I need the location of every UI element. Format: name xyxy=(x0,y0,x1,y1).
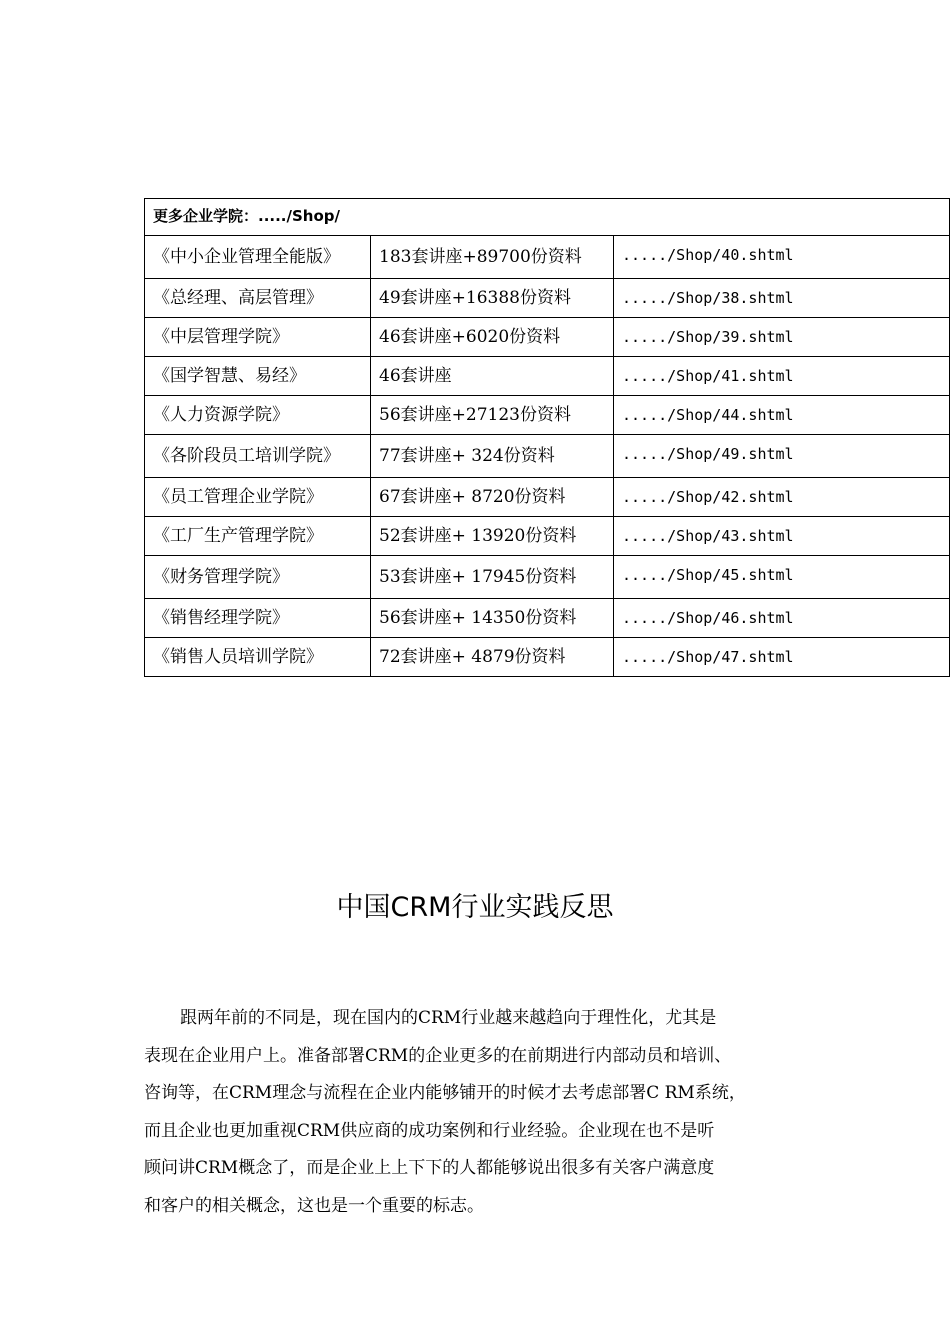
academy-content-cell: 72套讲座+ 4879份资料 xyxy=(371,638,614,677)
table-row xyxy=(145,478,950,517)
table-body xyxy=(145,199,950,677)
academy-link-cell[interactable]: ...../Shop/47.shtml xyxy=(614,638,950,677)
article-line: 顾问讲CRM概念了，而是企业上上下下的人都能够说出很多有关客户满意度 xyxy=(144,1158,715,1178)
table-row xyxy=(145,599,950,638)
academy-content-cell: 67套讲座+ 8720份资料 xyxy=(371,478,614,517)
academy-link-cell[interactable]: ...../Shop/42.shtml xyxy=(614,478,950,517)
academy-link-cell[interactable]: ...../Shop/44.shtml xyxy=(614,396,950,435)
academy-content-cell: 77套讲座+ 324份资料 xyxy=(371,435,614,478)
academy-link-cell[interactable]: ...../Shop/46.shtml xyxy=(614,599,950,638)
article-line: 咨询等，在CRM理念与流程在企业内能够铺开的时候才去考虑部署C RM系统， xyxy=(144,1083,746,1103)
academy-name-cell: 《各阶段员工培训学院》 xyxy=(145,435,371,478)
academy-name-cell: 《总经理、高层管理》 xyxy=(145,279,371,318)
table-row xyxy=(145,279,950,318)
article-title: 中国CRM行业实践反思 xyxy=(336,892,614,923)
academy-name-cell: 《人力资源学院》 xyxy=(145,396,371,435)
academy-link-cell[interactable]: ...../Shop/39.shtml xyxy=(614,318,950,357)
table-header: 更多企业学院：...../Shop/ xyxy=(145,199,950,236)
table-row xyxy=(145,556,950,599)
academy-name-cell: 《工厂生产管理学院》 xyxy=(145,517,371,556)
article-line: 表现在企业用户上。准备部署CRM的企业更多的在前期进行内部动员和培训、 xyxy=(144,1045,732,1066)
academy-name-cell: 《中层管理学院》 xyxy=(145,318,371,357)
article-line: 而且企业也更加重视CRM供应商的成功案例和行业经验。企业现在也不是听 xyxy=(144,1120,715,1141)
table-row xyxy=(145,318,950,357)
academy-link-cell[interactable]: ...../Shop/49.shtml xyxy=(614,435,950,478)
academy-content-cell: 46套讲座 xyxy=(371,357,614,396)
academy-name-cell: 《销售人员培训学院》 xyxy=(145,638,371,677)
article-line: 和客户的相关概念，这也是一个重要的标志。 xyxy=(144,1195,484,1216)
academy-link-cell[interactable]: ...../Shop/43.shtml xyxy=(614,517,950,556)
academy-content-cell: 53套讲座+ 17945份资料 xyxy=(371,556,614,599)
academy-name-cell: 《国学智慧、易经》 xyxy=(145,357,371,396)
article-body xyxy=(144,1000,824,1225)
table-row xyxy=(145,236,950,279)
article-line: 跟两年前的不同是，现在国内的CRM行业越来越趋向于理性化，尤其是 xyxy=(180,1008,717,1028)
academy-table xyxy=(144,198,950,677)
table-row xyxy=(145,517,950,556)
table-row xyxy=(145,396,950,435)
academy-link-cell[interactable]: ...../Shop/38.shtml xyxy=(614,279,950,318)
academy-name-cell: 《销售经理学院》 xyxy=(145,599,371,638)
table-row xyxy=(145,435,950,478)
table-header-row xyxy=(145,199,950,236)
academy-content-cell: 56套讲座+27123份资料 xyxy=(371,396,614,435)
academy-content-cell: 183套讲座+89700份资料 xyxy=(371,236,614,279)
academy-link-cell[interactable]: ...../Shop/40.shtml xyxy=(614,236,950,279)
academy-content-cell: 49套讲座+16388份资料 xyxy=(371,279,614,318)
academy-content-cell: 46套讲座+6020份资料 xyxy=(371,318,614,357)
academy-name-cell: 《员工管理企业学院》 xyxy=(145,478,371,517)
academy-content-cell: 56套讲座+ 14350份资料 xyxy=(371,599,614,638)
academy-name-cell: 《财务管理学院》 xyxy=(145,556,371,599)
academy-name-cell: 《中小企业管理全能版》 xyxy=(145,236,371,279)
academy-link-cell[interactable]: ...../Shop/45.shtml xyxy=(614,556,950,599)
academy-content-cell: 52套讲座+ 13920份资料 xyxy=(371,517,614,556)
table-row xyxy=(145,357,950,396)
academy-link-cell[interactable]: ...../Shop/41.shtml xyxy=(614,357,950,396)
table-row xyxy=(145,638,950,677)
